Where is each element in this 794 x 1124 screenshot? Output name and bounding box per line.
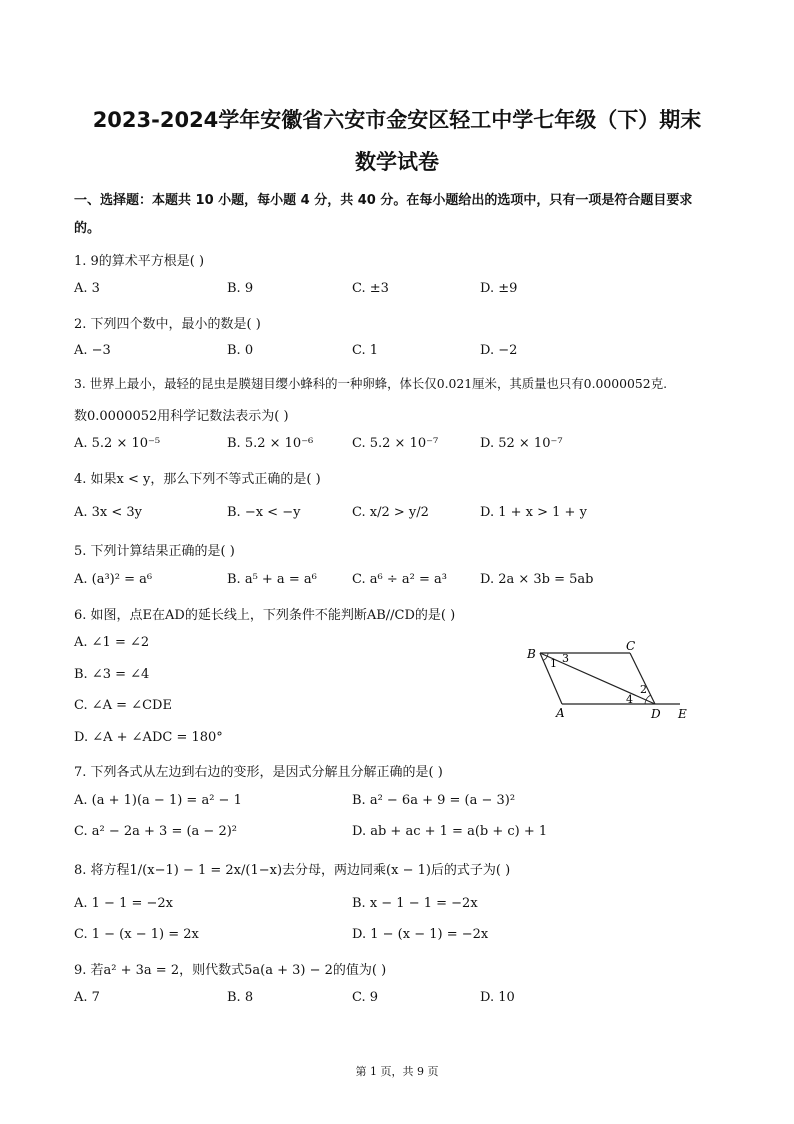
q9-option-c: C. 9 — [352, 990, 379, 1005]
q9-option-a: A. 7 — [74, 990, 100, 1005]
q4-option-d: D. 1 + x > 1 + y — [480, 505, 587, 520]
angle-1-arc — [543, 656, 547, 660]
q3-option-c: C. 5.2 × 10⁻⁷ — [352, 436, 439, 451]
question-7-stem: 7. 下列各式从左边到右边的变形，是因式分解且分解正确的是( ) — [74, 765, 443, 780]
q3-option-d: D. 52 × 10⁻⁷ — [480, 436, 563, 451]
page-title: 2023-2024学年安徽省六安市金安区轻工中学七年级（下）期末 — [92, 108, 702, 132]
q9-option-d: D. 10 — [480, 990, 515, 1005]
question-8-stem: 8. 将方程1/(x−1) − 1 = 2x/(1−x)去分母，两边同乘(x − 1)后的式子为( ) — [74, 863, 511, 878]
q2-option-d: D. −2 — [480, 343, 518, 358]
label-d: D — [651, 707, 661, 721]
label-angle-1: 1 — [550, 657, 557, 670]
question-3-stem: 3. 世界上最小，最轻的昆虫是膜翅目缨小蜂科的一种卵蜂，体长仅0.021厘米，其质量也只有0.0000052克. — [74, 376, 668, 391]
label-a: A — [556, 706, 565, 720]
question-4-stem: 4. 如果x < y，那么下列不等式正确的是( ) — [74, 472, 321, 487]
q5-option-d: D. 2a × 3b = 5ab — [480, 572, 594, 587]
question-1-stem: 1. 9的算术平方根是( ) — [74, 254, 205, 269]
q1-option-d: D. ±9 — [480, 281, 518, 296]
label-angle-4: 4 — [626, 693, 633, 706]
segment-cd — [630, 653, 655, 704]
q7-option-c: C. a² − 2a + 3 = (a − 2)² — [74, 824, 238, 839]
question-2-stem: 2. 下列四个数中，最小的数是( ) — [74, 317, 261, 332]
q3-option-a: A. 5.2 × 10⁻⁵ — [74, 436, 161, 451]
geometry-figure — [520, 636, 700, 726]
q1-option-b: B. 9 — [227, 281, 254, 296]
segment-bd — [540, 653, 655, 704]
q7-option-a: A. (a + 1)(a − 1) = a² − 1 — [74, 793, 242, 808]
q8-option-b: B. x − 1 − 1 = −2x — [352, 896, 478, 911]
q2-option-b: B. 0 — [227, 343, 254, 358]
q5-option-a: A. (a³)² = a⁶ — [74, 572, 153, 587]
question-6-stem: 6. 如图，点E在AD的延长线上，下列条件不能判断AB//CD的是( ) — [74, 608, 456, 623]
q1-option-c: C. ±3 — [352, 281, 389, 296]
q7-option-b: B. a² − 6a + 9 = (a − 3)² — [352, 793, 516, 808]
section-heading-cont: 的。 — [74, 221, 101, 236]
q5-option-b: B. a⁵ + a = a⁶ — [227, 572, 317, 587]
label-c: C — [626, 639, 636, 653]
label-angle-2: 2 — [640, 683, 647, 696]
label-b: B — [527, 647, 536, 661]
q4-option-b: B. −x < −y — [227, 505, 301, 520]
q2-option-a: A. −3 — [74, 343, 111, 358]
question-3-stem-cont: 数0.0000052用科学记数法表示为( ) — [74, 409, 289, 424]
q6-option-a: A. ∠1 = ∠2 — [74, 635, 150, 650]
page-footer: 第 1 页，共 9 页 — [355, 1065, 439, 1078]
q6-option-b: B. ∠3 = ∠4 — [74, 667, 150, 682]
question-5-stem: 5. 下列计算结果正确的是( ) — [74, 544, 235, 559]
q4-option-a: A. 3x < 3y — [74, 505, 143, 520]
q6-option-c: C. ∠A = ∠CDE — [74, 698, 172, 713]
q8-option-c: C. 1 − (x − 1) = 2x — [74, 927, 199, 942]
question-9-stem: 9. 若a² + 3a = 2，则代数式5a(a + 3) − 2的值为( ) — [74, 963, 387, 978]
section-heading: 一、选择题：本题共 10 小题，每小题 4 分，共 40 分。在每小题给出的选项中，只有一项是符合题目要求 — [74, 193, 693, 208]
label-e: E — [678, 707, 687, 721]
q2-option-c: C. 1 — [352, 343, 379, 358]
q5-option-c: C. a⁶ ÷ a² = a³ — [352, 572, 447, 587]
q7-option-d: D. ab + ac + 1 = a(b + c) + 1 — [352, 824, 548, 839]
q9-option-b: B. 8 — [227, 990, 254, 1005]
page-subtitle: 数学试卷 — [355, 150, 439, 174]
q8-option-d: D. 1 − (x − 1) = −2x — [352, 927, 489, 942]
q3-option-b: B. 5.2 × 10⁻⁶ — [227, 436, 314, 451]
q4-option-c: C. x/2 > y/2 — [352, 505, 429, 520]
q8-option-a: A. 1 − 1 = −2x — [74, 896, 174, 911]
q6-option-d: D. ∠A + ∠ADC = 180° — [74, 730, 223, 745]
label-angle-3: 3 — [562, 652, 569, 665]
q1-option-a: A. 3 — [74, 281, 100, 296]
